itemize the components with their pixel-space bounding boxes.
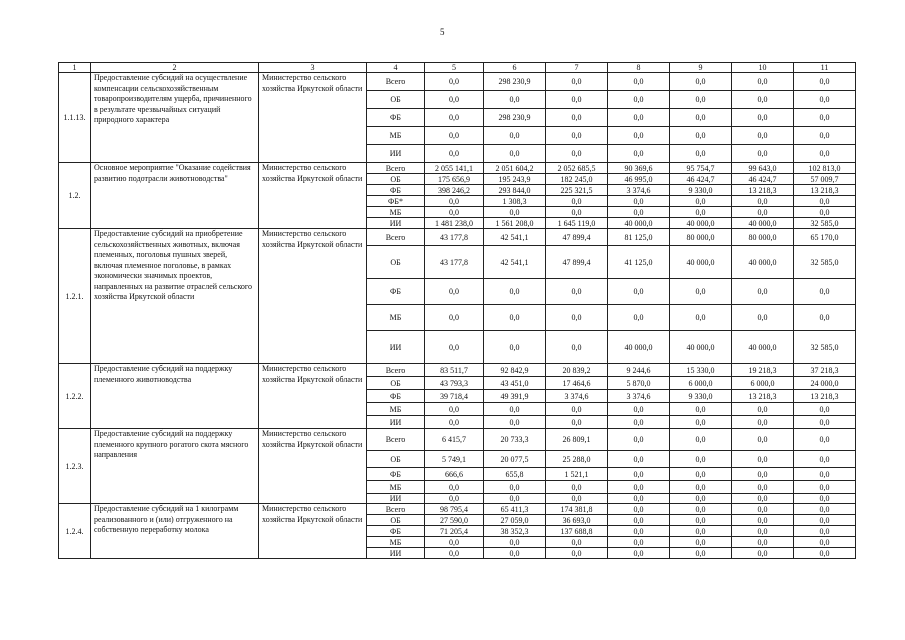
amount-cell: 0,0: [670, 481, 732, 494]
amount-cell: 2 052 685,5: [546, 163, 608, 174]
amount-cell: 0,0: [425, 537, 484, 548]
amount-cell: 20 733,3: [484, 429, 546, 451]
amount-cell: 0,0: [732, 305, 794, 331]
amount-cell: 1 645 119,0: [546, 218, 608, 229]
amount-cell: 0,0: [546, 91, 608, 109]
amount-cell: 0,0: [546, 305, 608, 331]
responsible-org: Министерство сельского хозяйства Иркутской области: [259, 364, 367, 429]
header-cell: 2: [91, 63, 259, 73]
amount-cell: 20 839,2: [546, 364, 608, 377]
amount-cell: 0,0: [484, 548, 546, 559]
amount-cell: 3 374,6: [546, 390, 608, 403]
amount-cell: 47 899,4: [546, 246, 608, 279]
header-cell: 6: [484, 63, 546, 73]
amount-cell: 0,0: [608, 515, 670, 526]
amount-cell: 0,0: [794, 403, 856, 416]
table-row: [59, 229, 856, 246]
amount-cell: 0,0: [425, 548, 484, 559]
amount-cell: 0,0: [670, 403, 732, 416]
funding-source: ИИ: [367, 331, 425, 364]
amount-cell: 1 521,1: [546, 468, 608, 481]
amount-cell: 0,0: [484, 494, 546, 504]
amount-cell: 3 374,6: [608, 185, 670, 196]
amount-cell: 3 374,6: [608, 390, 670, 403]
amount-cell: 0,0: [670, 537, 732, 548]
amount-cell: 0,0: [608, 403, 670, 416]
amount-cell: 90 369,6: [608, 163, 670, 174]
header-cell: 4: [367, 63, 425, 73]
header-cell: 8: [608, 63, 670, 73]
amount-cell: 40 000,0: [670, 331, 732, 364]
amount-cell: 0,0: [732, 548, 794, 559]
amount-cell: 47 899,4: [546, 229, 608, 246]
amount-cell: 0,0: [670, 145, 732, 163]
amount-cell: 0,0: [794, 416, 856, 429]
amount-cell: 225 321,5: [546, 185, 608, 196]
funding-source: МБ: [367, 403, 425, 416]
funding-source: ФБ: [367, 390, 425, 403]
amount-cell: 0,0: [608, 429, 670, 451]
amount-cell: 0,0: [484, 537, 546, 548]
amount-cell: 39 718,4: [425, 390, 484, 403]
amount-cell: 24 000,0: [794, 377, 856, 390]
header-cell: 3: [259, 63, 367, 73]
section-code: 1.2.2.: [59, 364, 91, 429]
amount-cell: 0,0: [608, 481, 670, 494]
amount-cell: 0,0: [732, 403, 794, 416]
amount-cell: 0,0: [425, 416, 484, 429]
amount-cell: 0,0: [670, 73, 732, 91]
amount-cell: 1 308,3: [484, 196, 546, 207]
section-name: Предоставление субсидий на поддержку племенного крупного рогатого скота мясного направления: [91, 429, 259, 504]
amount-cell: 0,0: [670, 526, 732, 537]
funding-source: ОБ: [367, 377, 425, 390]
amount-cell: 13 218,3: [794, 390, 856, 403]
amount-cell: 36 693,0: [546, 515, 608, 526]
amount-cell: 0,0: [670, 207, 732, 218]
funding-source: ФБ: [367, 279, 425, 305]
funding-source: ОБ: [367, 246, 425, 279]
amount-cell: 0,0: [670, 548, 732, 559]
amount-cell: 42 541,1: [484, 229, 546, 246]
funding-source: ФБ: [367, 109, 425, 127]
amount-cell: 0,0: [670, 429, 732, 451]
amount-cell: 2 055 141,1: [425, 163, 484, 174]
section-code: 1.2.1.: [59, 229, 91, 364]
amount-cell: 32 585,0: [794, 218, 856, 229]
amount-cell: 0,0: [670, 91, 732, 109]
amount-cell: 65 170,0: [794, 229, 856, 246]
amount-cell: 298 230,9: [484, 109, 546, 127]
amount-cell: 1 561 208,0: [484, 218, 546, 229]
amount-cell: 0,0: [670, 127, 732, 145]
amount-cell: 0,0: [608, 109, 670, 127]
funding-source: МБ: [367, 305, 425, 331]
funding-source: Всего: [367, 229, 425, 246]
funding-source: МБ: [367, 207, 425, 218]
amount-cell: 0,0: [794, 494, 856, 504]
amount-cell: 0,0: [670, 515, 732, 526]
responsible-org: Министерство сельского хозяйства Иркутской области: [259, 73, 367, 163]
amount-cell: 0,0: [484, 145, 546, 163]
amount-cell: 666,6: [425, 468, 484, 481]
amount-cell: 0,0: [794, 109, 856, 127]
funding-source: Всего: [367, 163, 425, 174]
amount-cell: 6 000,0: [670, 377, 732, 390]
amount-cell: 37 218,3: [794, 364, 856, 377]
amount-cell: 0,0: [794, 451, 856, 468]
amount-cell: 0,0: [608, 451, 670, 468]
funding-source: ФБ: [367, 185, 425, 196]
amount-cell: 40 000,0: [732, 246, 794, 279]
amount-cell: 0,0: [794, 73, 856, 91]
amount-cell: 0,0: [794, 145, 856, 163]
amount-cell: 0,0: [608, 73, 670, 91]
amount-cell: 81 125,0: [608, 229, 670, 246]
amount-cell: 32 585,0: [794, 331, 856, 364]
responsible-org: Министерство сельского хозяйства Иркутской области: [259, 229, 367, 364]
amount-cell: 0,0: [732, 451, 794, 468]
amount-cell: 13 218,3: [732, 390, 794, 403]
amount-cell: 0,0: [546, 403, 608, 416]
amount-cell: 0,0: [546, 145, 608, 163]
amount-cell: 0,0: [794, 127, 856, 145]
funding-source: ОБ: [367, 91, 425, 109]
amount-cell: 43 451,0: [484, 377, 546, 390]
amount-cell: 0,0: [608, 468, 670, 481]
table-row: [59, 163, 856, 174]
amount-cell: 0,0: [670, 468, 732, 481]
amount-cell: 0,0: [608, 504, 670, 515]
amount-cell: 0,0: [546, 196, 608, 207]
amount-cell: 5 870,0: [608, 377, 670, 390]
table-row: [59, 429, 856, 451]
section-name: Предоставление субсидий на поддержку племенного животноводства: [91, 364, 259, 429]
amount-cell: 0,0: [608, 537, 670, 548]
amount-cell: 9 244,6: [608, 364, 670, 377]
amount-cell: 0,0: [794, 429, 856, 451]
section-name: Основное мероприятие "Оказание содействия развитию подотрасли животноводства": [91, 163, 259, 229]
funding-source: ИИ: [367, 218, 425, 229]
amount-cell: 0,0: [794, 305, 856, 331]
responsible-org: Министерство сельского хозяйства Иркутской области: [259, 504, 367, 559]
amount-cell: 0,0: [546, 109, 608, 127]
funding-source: Всего: [367, 364, 425, 377]
amount-cell: 43 177,8: [425, 246, 484, 279]
amount-cell: 0,0: [732, 91, 794, 109]
amount-cell: 0,0: [425, 279, 484, 305]
table-body: [59, 63, 856, 559]
funding-source: МБ: [367, 127, 425, 145]
section-name: Предоставление субсидий на приобретение сельскохозяйственных животных, включая племенных, поголовья пушных зверей, включая племенное поголовье, в рамках экономически значимых проектов, направленных на развитие отраслей сельского хозяйства Иркутской области: [91, 229, 259, 364]
amount-cell: 40 000,0: [670, 246, 732, 279]
header-cell: 11: [794, 63, 856, 73]
amount-cell: 43 793,3: [425, 377, 484, 390]
amount-cell: 6 000,0: [732, 377, 794, 390]
funding-source: ФБ*: [367, 196, 425, 207]
amount-cell: 0,0: [732, 504, 794, 515]
amount-cell: 0,0: [484, 91, 546, 109]
amount-cell: 0,0: [732, 109, 794, 127]
funding-source: МБ: [367, 537, 425, 548]
amount-cell: 0,0: [546, 494, 608, 504]
amount-cell: 0,0: [546, 207, 608, 218]
amount-cell: 0,0: [732, 526, 794, 537]
funding-source: ОБ: [367, 515, 425, 526]
amount-cell: 0,0: [794, 504, 856, 515]
amount-cell: 137 688,8: [546, 526, 608, 537]
amount-cell: 0,0: [484, 305, 546, 331]
amount-cell: 0,0: [732, 416, 794, 429]
amount-cell: 0,0: [546, 73, 608, 91]
amount-cell: 0,0: [546, 481, 608, 494]
amount-cell: 0,0: [484, 127, 546, 145]
amount-cell: 80 000,0: [732, 229, 794, 246]
funding-source: ОБ: [367, 451, 425, 468]
amount-cell: 71 205,4: [425, 526, 484, 537]
funding-source: ИИ: [367, 548, 425, 559]
amount-cell: 0,0: [794, 207, 856, 218]
amount-cell: 0,0: [608, 494, 670, 504]
amount-cell: 41 125,0: [608, 246, 670, 279]
amount-cell: 0,0: [732, 145, 794, 163]
amount-cell: 95 754,7: [670, 163, 732, 174]
funding-source: ФБ: [367, 468, 425, 481]
amount-cell: 13 218,3: [732, 185, 794, 196]
amount-cell: 0,0: [732, 279, 794, 305]
amount-cell: 0,0: [794, 537, 856, 548]
table-row: [59, 504, 856, 515]
header-cell: 7: [546, 63, 608, 73]
amount-cell: 0,0: [732, 196, 794, 207]
amount-cell: 92 842,9: [484, 364, 546, 377]
amount-cell: 2 051 604,2: [484, 163, 546, 174]
amount-cell: 0,0: [732, 468, 794, 481]
amount-cell: 0,0: [546, 416, 608, 429]
amount-cell: 0,0: [425, 73, 484, 91]
amount-cell: 0,0: [732, 429, 794, 451]
amount-cell: 0,0: [794, 279, 856, 305]
amount-cell: 9 330,0: [670, 390, 732, 403]
header-cell: 10: [732, 63, 794, 73]
amount-cell: 19 218,3: [732, 364, 794, 377]
amount-cell: 99 643,0: [732, 163, 794, 174]
amount-cell: 298 230,9: [484, 73, 546, 91]
header-cell: 1: [59, 63, 91, 73]
amount-cell: 40 000,0: [732, 331, 794, 364]
funding-source: ИИ: [367, 145, 425, 163]
amount-cell: 5 749,1: [425, 451, 484, 468]
responsible-org: Министерство сельского хозяйства Иркутской области: [259, 429, 367, 504]
amount-cell: 655,8: [484, 468, 546, 481]
section-code: 1.2.4.: [59, 504, 91, 559]
amount-cell: 0,0: [732, 481, 794, 494]
amount-cell: 17 464,6: [546, 377, 608, 390]
amount-cell: 0,0: [794, 526, 856, 537]
amount-cell: 20 077,5: [484, 451, 546, 468]
amount-cell: 32 585,0: [794, 246, 856, 279]
amount-cell: 26 809,1: [546, 429, 608, 451]
amount-cell: 0,0: [546, 279, 608, 305]
amount-cell: 25 288,0: [546, 451, 608, 468]
funding-source: ИИ: [367, 494, 425, 504]
amount-cell: 38 352,3: [484, 526, 546, 537]
amount-cell: 0,0: [425, 109, 484, 127]
amount-cell: 0,0: [484, 481, 546, 494]
amount-cell: 40 000,0: [732, 218, 794, 229]
amount-cell: 0,0: [794, 91, 856, 109]
section-name: Предоставление субсидий на 1 килограмм реализованного и (или) отгруженного на собственную переработку молока: [91, 504, 259, 559]
page-number: 5: [440, 27, 445, 37]
header-row: [59, 63, 856, 73]
amount-cell: 27 059,0: [484, 515, 546, 526]
amount-cell: 6 415,7: [425, 429, 484, 451]
amount-cell: 0,0: [546, 127, 608, 145]
section-code: 1.2.: [59, 163, 91, 229]
amount-cell: 0,0: [425, 331, 484, 364]
amount-cell: 83 511,7: [425, 364, 484, 377]
amount-cell: 0,0: [608, 305, 670, 331]
amount-cell: 0,0: [425, 145, 484, 163]
amount-cell: 0,0: [425, 494, 484, 504]
table-row: [59, 364, 856, 377]
amount-cell: 0,0: [732, 515, 794, 526]
amount-cell: 0,0: [732, 73, 794, 91]
amount-cell: 65 411,3: [484, 504, 546, 515]
amount-cell: 0,0: [425, 305, 484, 331]
amount-cell: 0,0: [425, 196, 484, 207]
amount-cell: 0,0: [608, 127, 670, 145]
amount-cell: 40 000,0: [608, 331, 670, 364]
amount-cell: 0,0: [484, 416, 546, 429]
amount-cell: 57 009,7: [794, 174, 856, 185]
amount-cell: 0,0: [484, 279, 546, 305]
amount-cell: 0,0: [794, 548, 856, 559]
amount-cell: 43 177,8: [425, 229, 484, 246]
amount-cell: 0,0: [670, 196, 732, 207]
amount-cell: 80 000,0: [670, 229, 732, 246]
funding-source: Всего: [367, 429, 425, 451]
header-cell: 5: [425, 63, 484, 73]
funding-source: Всего: [367, 73, 425, 91]
amount-cell: 0,0: [484, 403, 546, 416]
amount-cell: 9 330,0: [670, 185, 732, 196]
budget-table: [58, 62, 856, 559]
amount-cell: 0,0: [794, 468, 856, 481]
amount-cell: 49 391,9: [484, 390, 546, 403]
amount-cell: 0,0: [794, 196, 856, 207]
funding-source: ОБ: [367, 174, 425, 185]
amount-cell: 0,0: [546, 331, 608, 364]
funding-source: Всего: [367, 504, 425, 515]
amount-cell: 46 995,0: [608, 174, 670, 185]
amount-cell: 0,0: [670, 504, 732, 515]
amount-cell: 175 656,9: [425, 174, 484, 185]
section-name: Предоставление субсидий на осуществление компенсации сельскохозяйственным товаропроизводителям ущерба, причиненного в результате чрезвычайных ситуаций природного характера: [91, 73, 259, 163]
amount-cell: 0,0: [732, 537, 794, 548]
responsible-org: Министерство сельского хозяйства Иркутской области: [259, 163, 367, 229]
amount-cell: 40 000,0: [608, 218, 670, 229]
amount-cell: 0,0: [425, 127, 484, 145]
amount-cell: 0,0: [608, 145, 670, 163]
amount-cell: 0,0: [484, 207, 546, 218]
amount-cell: 15 330,0: [670, 364, 732, 377]
amount-cell: 0,0: [732, 127, 794, 145]
amount-cell: 0,0: [670, 109, 732, 127]
amount-cell: 40 000,0: [670, 218, 732, 229]
amount-cell: 0,0: [670, 451, 732, 468]
amount-cell: 0,0: [670, 305, 732, 331]
amount-cell: 0,0: [425, 481, 484, 494]
amount-cell: 0,0: [425, 403, 484, 416]
amount-cell: 98 795,4: [425, 504, 484, 515]
amount-cell: 46 424,7: [732, 174, 794, 185]
amount-cell: 0,0: [425, 91, 484, 109]
amount-cell: 0,0: [425, 207, 484, 218]
amount-cell: 42 541,1: [484, 246, 546, 279]
amount-cell: 0,0: [608, 91, 670, 109]
amount-cell: 195 243,9: [484, 174, 546, 185]
amount-cell: 0,0: [732, 494, 794, 504]
funding-source: ИИ: [367, 416, 425, 429]
header-cell: 9: [670, 63, 732, 73]
amount-cell: 0,0: [608, 196, 670, 207]
funding-source: МБ: [367, 481, 425, 494]
amount-cell: 0,0: [670, 279, 732, 305]
amount-cell: 0,0: [670, 416, 732, 429]
amount-cell: 0,0: [608, 416, 670, 429]
amount-cell: 0,0: [608, 207, 670, 218]
amount-cell: 293 844,0: [484, 185, 546, 196]
amount-cell: 0,0: [794, 515, 856, 526]
amount-cell: 102 813,0: [794, 163, 856, 174]
amount-cell: 27 590,0: [425, 515, 484, 526]
funding-source: ФБ: [367, 526, 425, 537]
amount-cell: 0,0: [608, 548, 670, 559]
amount-cell: 0,0: [484, 331, 546, 364]
amount-cell: 0,0: [670, 494, 732, 504]
amount-cell: 182 245,0: [546, 174, 608, 185]
section-code: 1.1.13.: [59, 73, 91, 163]
amount-cell: 0,0: [608, 526, 670, 537]
amount-cell: 0,0: [794, 481, 856, 494]
amount-cell: 0,0: [608, 279, 670, 305]
amount-cell: 0,0: [732, 207, 794, 218]
amount-cell: 1 481 238,0: [425, 218, 484, 229]
table-row: [59, 73, 856, 91]
amount-cell: 46 424,7: [670, 174, 732, 185]
amount-cell: 0,0: [546, 548, 608, 559]
amount-cell: 0,0: [546, 537, 608, 548]
amount-cell: 174 381,8: [546, 504, 608, 515]
section-code: 1.2.3.: [59, 429, 91, 504]
amount-cell: 13 218,3: [794, 185, 856, 196]
amount-cell: 398 246,2: [425, 185, 484, 196]
